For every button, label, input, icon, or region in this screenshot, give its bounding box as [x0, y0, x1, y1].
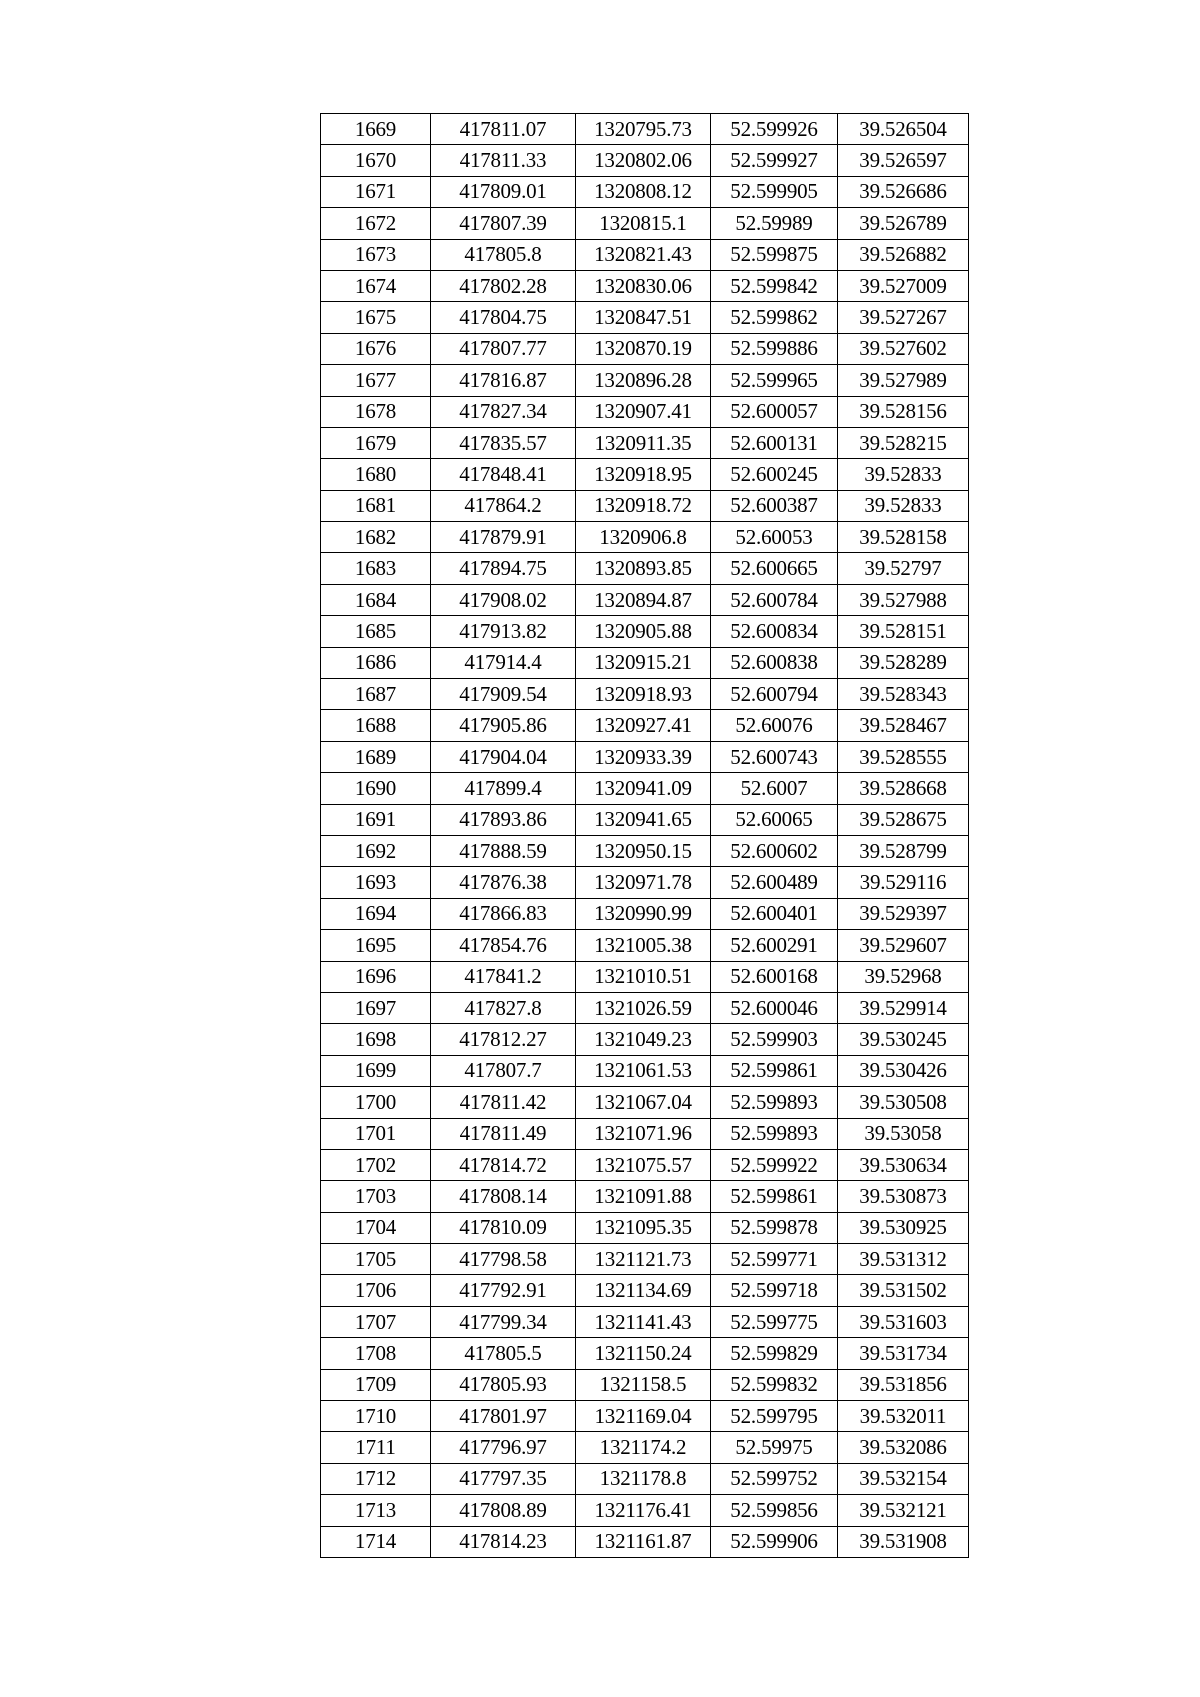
table-row	[321, 835, 969, 866]
longitude-cell: 39.532154	[838, 1463, 969, 1494]
longitude-cell: 39.52833	[838, 459, 969, 490]
point-number-cell: 1707	[321, 1306, 431, 1337]
y-coordinate-cell: 1321134.69	[576, 1275, 711, 1306]
longitude-cell: 39.527988	[838, 584, 969, 615]
x-coordinate-cell: 417866.83	[431, 898, 576, 929]
latitude-cell: 52.599832	[711, 1369, 838, 1400]
latitude-cell: 52.600602	[711, 835, 838, 866]
y-coordinate-cell: 1320941.09	[576, 773, 711, 804]
x-coordinate-cell: 417810.09	[431, 1212, 576, 1243]
point-number-cell: 1669	[321, 114, 431, 145]
table-row	[321, 647, 969, 678]
y-coordinate-cell: 1320918.72	[576, 490, 711, 521]
x-coordinate-cell: 417848.41	[431, 459, 576, 490]
point-number-cell: 1704	[321, 1212, 431, 1243]
table-row	[321, 1212, 969, 1243]
x-coordinate-cell: 417807.39	[431, 208, 576, 239]
point-number-cell: 1702	[321, 1149, 431, 1180]
table-row	[321, 1369, 969, 1400]
table-row	[321, 553, 969, 584]
x-coordinate-cell: 417802.28	[431, 270, 576, 301]
longitude-cell: 39.526504	[838, 114, 969, 145]
x-coordinate-cell: 417914.4	[431, 647, 576, 678]
latitude-cell: 52.599922	[711, 1149, 838, 1180]
y-coordinate-cell: 1321075.57	[576, 1149, 711, 1180]
x-coordinate-cell: 417811.33	[431, 145, 576, 176]
x-coordinate-cell: 417807.77	[431, 333, 576, 364]
table-row	[321, 490, 969, 521]
y-coordinate-cell: 1320893.85	[576, 553, 711, 584]
point-number-cell: 1706	[321, 1275, 431, 1306]
latitude-cell: 52.600401	[711, 898, 838, 929]
x-coordinate-cell: 417808.14	[431, 1181, 576, 1212]
y-coordinate-cell: 1321121.73	[576, 1244, 711, 1275]
latitude-cell: 52.599893	[711, 1087, 838, 1118]
y-coordinate-cell: 1320795.73	[576, 114, 711, 145]
point-number-cell: 1674	[321, 270, 431, 301]
x-coordinate-cell: 417804.75	[431, 302, 576, 333]
point-number-cell: 1697	[321, 992, 431, 1023]
point-number-cell: 1676	[321, 333, 431, 364]
longitude-cell: 39.529397	[838, 898, 969, 929]
point-number-cell: 1686	[321, 647, 431, 678]
table-row	[321, 1463, 969, 1494]
latitude-cell: 52.599965	[711, 365, 838, 396]
point-number-cell: 1678	[321, 396, 431, 427]
table-row	[321, 176, 969, 207]
x-coordinate-cell: 417864.2	[431, 490, 576, 521]
y-coordinate-cell: 1321067.04	[576, 1087, 711, 1118]
latitude-cell: 52.599718	[711, 1275, 838, 1306]
latitude-cell: 52.599878	[711, 1212, 838, 1243]
y-coordinate-cell: 1321161.87	[576, 1526, 711, 1557]
point-number-cell: 1695	[321, 930, 431, 961]
table-row	[321, 679, 969, 710]
longitude-cell: 39.527009	[838, 270, 969, 301]
x-coordinate-cell: 417876.38	[431, 867, 576, 898]
latitude-cell: 52.600784	[711, 584, 838, 615]
y-coordinate-cell: 1320815.1	[576, 208, 711, 239]
table-row	[321, 1024, 969, 1055]
latitude-cell: 52.600387	[711, 490, 838, 521]
latitude-cell: 52.599906	[711, 1526, 838, 1557]
longitude-cell: 39.530508	[838, 1087, 969, 1118]
y-coordinate-cell: 1320802.06	[576, 145, 711, 176]
x-coordinate-cell: 417835.57	[431, 427, 576, 458]
longitude-cell: 39.531603	[838, 1306, 969, 1337]
latitude-cell: 52.59989	[711, 208, 838, 239]
longitude-cell: 39.52968	[838, 961, 969, 992]
latitude-cell: 52.599829	[711, 1338, 838, 1369]
point-number-cell: 1689	[321, 741, 431, 772]
point-number-cell: 1685	[321, 616, 431, 647]
latitude-cell: 52.600057	[711, 396, 838, 427]
point-number-cell: 1699	[321, 1055, 431, 1086]
longitude-cell: 39.526789	[838, 208, 969, 239]
point-number-cell: 1692	[321, 835, 431, 866]
point-number-cell: 1682	[321, 522, 431, 553]
y-coordinate-cell: 1320896.28	[576, 365, 711, 396]
y-coordinate-cell: 1320906.8	[576, 522, 711, 553]
y-coordinate-cell: 1320927.41	[576, 710, 711, 741]
longitude-cell: 39.530925	[838, 1212, 969, 1243]
table-row	[321, 1338, 969, 1369]
longitude-cell: 39.528151	[838, 616, 969, 647]
latitude-cell: 52.599775	[711, 1306, 838, 1337]
y-coordinate-cell: 1320905.88	[576, 616, 711, 647]
point-number-cell: 1703	[321, 1181, 431, 1212]
latitude-cell: 52.60065	[711, 804, 838, 835]
point-number-cell: 1679	[321, 427, 431, 458]
y-coordinate-cell: 1320918.93	[576, 679, 711, 710]
longitude-cell: 39.531908	[838, 1526, 969, 1557]
table-row	[321, 1244, 969, 1275]
y-coordinate-cell: 1321174.2	[576, 1432, 711, 1463]
x-coordinate-cell: 417888.59	[431, 835, 576, 866]
latitude-cell: 52.600665	[711, 553, 838, 584]
y-coordinate-cell: 1320950.15	[576, 835, 711, 866]
longitude-cell: 39.529914	[838, 992, 969, 1023]
latitude-cell: 52.599875	[711, 239, 838, 270]
latitude-cell: 52.60076	[711, 710, 838, 741]
point-number-cell: 1683	[321, 553, 431, 584]
table-row	[321, 1181, 969, 1212]
point-number-cell: 1701	[321, 1118, 431, 1149]
x-coordinate-cell: 417905.86	[431, 710, 576, 741]
latitude-cell: 52.600291	[711, 930, 838, 961]
x-coordinate-cell: 417798.58	[431, 1244, 576, 1275]
y-coordinate-cell: 1320911.35	[576, 427, 711, 458]
table-row	[321, 1495, 969, 1526]
latitude-cell: 52.600046	[711, 992, 838, 1023]
y-coordinate-cell: 1321176.41	[576, 1495, 711, 1526]
x-coordinate-cell: 417792.91	[431, 1275, 576, 1306]
point-number-cell: 1713	[321, 1495, 431, 1526]
longitude-cell: 39.530634	[838, 1149, 969, 1180]
longitude-cell: 39.528675	[838, 804, 969, 835]
x-coordinate-cell: 417805.5	[431, 1338, 576, 1369]
table-row	[321, 1275, 969, 1306]
point-number-cell: 1709	[321, 1369, 431, 1400]
latitude-cell: 52.600245	[711, 459, 838, 490]
table-row	[321, 145, 969, 176]
y-coordinate-cell: 1320894.87	[576, 584, 711, 615]
x-coordinate-cell: 417805.8	[431, 239, 576, 270]
x-coordinate-cell: 417909.54	[431, 679, 576, 710]
longitude-cell: 39.526882	[838, 239, 969, 270]
y-coordinate-cell: 1321010.51	[576, 961, 711, 992]
table-row	[321, 867, 969, 898]
table-row	[321, 710, 969, 741]
point-number-cell: 1696	[321, 961, 431, 992]
table-row	[321, 773, 969, 804]
point-number-cell: 1687	[321, 679, 431, 710]
longitude-cell: 39.528289	[838, 647, 969, 678]
x-coordinate-cell: 417913.82	[431, 616, 576, 647]
y-coordinate-cell: 1320870.19	[576, 333, 711, 364]
latitude-cell: 52.599903	[711, 1024, 838, 1055]
table-row	[321, 270, 969, 301]
table-row	[321, 1306, 969, 1337]
x-coordinate-cell: 417814.23	[431, 1526, 576, 1557]
table-row	[321, 427, 969, 458]
longitude-cell: 39.532011	[838, 1401, 969, 1432]
y-coordinate-cell: 1321178.8	[576, 1463, 711, 1494]
y-coordinate-cell: 1320971.78	[576, 867, 711, 898]
x-coordinate-cell: 417841.2	[431, 961, 576, 992]
y-coordinate-cell: 1321091.88	[576, 1181, 711, 1212]
table-row	[321, 930, 969, 961]
latitude-cell: 52.599856	[711, 1495, 838, 1526]
longitude-cell: 39.530245	[838, 1024, 969, 1055]
x-coordinate-cell: 417797.35	[431, 1463, 576, 1494]
longitude-cell: 39.528215	[838, 427, 969, 458]
point-number-cell: 1700	[321, 1087, 431, 1118]
x-coordinate-cell: 417854.76	[431, 930, 576, 961]
x-coordinate-cell: 417879.91	[431, 522, 576, 553]
point-number-cell: 1673	[321, 239, 431, 270]
y-coordinate-cell: 1321141.43	[576, 1306, 711, 1337]
x-coordinate-cell: 417808.89	[431, 1495, 576, 1526]
table-row	[321, 302, 969, 333]
x-coordinate-cell: 417904.04	[431, 741, 576, 772]
latitude-cell: 52.599842	[711, 270, 838, 301]
latitude-cell: 52.600131	[711, 427, 838, 458]
point-number-cell: 1672	[321, 208, 431, 239]
x-coordinate-cell: 417827.8	[431, 992, 576, 1023]
table-row	[321, 961, 969, 992]
table-row	[321, 804, 969, 835]
longitude-cell: 39.528343	[838, 679, 969, 710]
longitude-cell: 39.532121	[838, 1495, 969, 1526]
table-row	[321, 992, 969, 1023]
y-coordinate-cell: 1321095.35	[576, 1212, 711, 1243]
point-number-cell: 1693	[321, 867, 431, 898]
longitude-cell: 39.530426	[838, 1055, 969, 1086]
table-row	[321, 616, 969, 647]
table-row	[321, 208, 969, 239]
latitude-cell: 52.600168	[711, 961, 838, 992]
latitude-cell: 52.600743	[711, 741, 838, 772]
point-number-cell: 1691	[321, 804, 431, 835]
latitude-cell: 52.599752	[711, 1463, 838, 1494]
x-coordinate-cell: 417809.01	[431, 176, 576, 207]
point-number-cell: 1675	[321, 302, 431, 333]
longitude-cell: 39.528156	[838, 396, 969, 427]
latitude-cell: 52.599771	[711, 1244, 838, 1275]
longitude-cell: 39.528158	[838, 522, 969, 553]
point-number-cell: 1670	[321, 145, 431, 176]
longitude-cell: 39.531856	[838, 1369, 969, 1400]
y-coordinate-cell: 1320941.65	[576, 804, 711, 835]
longitude-cell: 39.53058	[838, 1118, 969, 1149]
y-coordinate-cell: 1321150.24	[576, 1338, 711, 1369]
longitude-cell: 39.530873	[838, 1181, 969, 1212]
table-row	[321, 584, 969, 615]
point-number-cell: 1712	[321, 1463, 431, 1494]
longitude-cell: 39.526597	[838, 145, 969, 176]
point-number-cell: 1705	[321, 1244, 431, 1275]
table-row	[321, 1118, 969, 1149]
point-number-cell: 1714	[321, 1526, 431, 1557]
coordinates-table-body	[321, 114, 969, 1558]
y-coordinate-cell: 1320915.21	[576, 647, 711, 678]
longitude-cell: 39.527989	[838, 365, 969, 396]
table-row	[321, 898, 969, 929]
table-row	[321, 1055, 969, 1086]
y-coordinate-cell: 1320808.12	[576, 176, 711, 207]
point-number-cell: 1711	[321, 1432, 431, 1463]
x-coordinate-cell: 417894.75	[431, 553, 576, 584]
longitude-cell: 39.52833	[838, 490, 969, 521]
x-coordinate-cell: 417801.97	[431, 1401, 576, 1432]
latitude-cell: 52.599886	[711, 333, 838, 364]
point-number-cell: 1708	[321, 1338, 431, 1369]
longitude-cell: 39.532086	[838, 1432, 969, 1463]
longitude-cell: 39.531502	[838, 1275, 969, 1306]
y-coordinate-cell: 1320847.51	[576, 302, 711, 333]
latitude-cell: 52.599861	[711, 1055, 838, 1086]
table-row	[321, 459, 969, 490]
y-coordinate-cell: 1321169.04	[576, 1401, 711, 1432]
x-coordinate-cell: 417811.49	[431, 1118, 576, 1149]
point-number-cell: 1677	[321, 365, 431, 396]
longitude-cell: 39.531734	[838, 1338, 969, 1369]
table-row	[321, 333, 969, 364]
latitude-cell: 52.599862	[711, 302, 838, 333]
latitude-cell: 52.600834	[711, 616, 838, 647]
latitude-cell: 52.600794	[711, 679, 838, 710]
longitude-cell: 39.528555	[838, 741, 969, 772]
latitude-cell: 52.599926	[711, 114, 838, 145]
y-coordinate-cell: 1320830.06	[576, 270, 711, 301]
longitude-cell: 39.52797	[838, 553, 969, 584]
y-coordinate-cell: 1321071.96	[576, 1118, 711, 1149]
x-coordinate-cell: 417811.07	[431, 114, 576, 145]
table-row	[321, 1087, 969, 1118]
longitude-cell: 39.529116	[838, 867, 969, 898]
latitude-cell: 52.599861	[711, 1181, 838, 1212]
point-number-cell: 1710	[321, 1401, 431, 1432]
x-coordinate-cell: 417816.87	[431, 365, 576, 396]
table-row	[321, 1526, 969, 1557]
x-coordinate-cell: 417827.34	[431, 396, 576, 427]
latitude-cell: 52.599893	[711, 1118, 838, 1149]
longitude-cell: 39.528668	[838, 773, 969, 804]
table-row	[321, 1432, 969, 1463]
longitude-cell: 39.527602	[838, 333, 969, 364]
x-coordinate-cell: 417807.7	[431, 1055, 576, 1086]
longitude-cell: 39.528467	[838, 710, 969, 741]
y-coordinate-cell: 1320990.99	[576, 898, 711, 929]
latitude-cell: 52.600838	[711, 647, 838, 678]
latitude-cell: 52.599927	[711, 145, 838, 176]
point-number-cell: 1681	[321, 490, 431, 521]
x-coordinate-cell: 417796.97	[431, 1432, 576, 1463]
longitude-cell: 39.529607	[838, 930, 969, 961]
x-coordinate-cell: 417899.4	[431, 773, 576, 804]
point-number-cell: 1671	[321, 176, 431, 207]
y-coordinate-cell: 1321049.23	[576, 1024, 711, 1055]
point-number-cell: 1690	[321, 773, 431, 804]
latitude-cell: 52.599795	[711, 1401, 838, 1432]
table-row	[321, 239, 969, 270]
point-number-cell: 1698	[321, 1024, 431, 1055]
x-coordinate-cell: 417799.34	[431, 1306, 576, 1337]
x-coordinate-cell: 417893.86	[431, 804, 576, 835]
point-number-cell: 1694	[321, 898, 431, 929]
y-coordinate-cell: 1320918.95	[576, 459, 711, 490]
x-coordinate-cell: 417908.02	[431, 584, 576, 615]
latitude-cell: 52.59975	[711, 1432, 838, 1463]
table-row	[321, 1149, 969, 1180]
latitude-cell: 52.60053	[711, 522, 838, 553]
longitude-cell: 39.528799	[838, 835, 969, 866]
x-coordinate-cell: 417814.72	[431, 1149, 576, 1180]
y-coordinate-cell: 1321005.38	[576, 930, 711, 961]
table-row	[321, 365, 969, 396]
table-row	[321, 396, 969, 427]
x-coordinate-cell: 417805.93	[431, 1369, 576, 1400]
latitude-cell: 52.599905	[711, 176, 838, 207]
table-row	[321, 522, 969, 553]
x-coordinate-cell: 417812.27	[431, 1024, 576, 1055]
y-coordinate-cell: 1321061.53	[576, 1055, 711, 1086]
longitude-cell: 39.531312	[838, 1244, 969, 1275]
y-coordinate-cell: 1320907.41	[576, 396, 711, 427]
table-row	[321, 741, 969, 772]
x-coordinate-cell: 417811.42	[431, 1087, 576, 1118]
longitude-cell: 39.526686	[838, 176, 969, 207]
longitude-cell: 39.527267	[838, 302, 969, 333]
coordinates-table	[320, 113, 969, 1558]
latitude-cell: 52.6007	[711, 773, 838, 804]
point-number-cell: 1680	[321, 459, 431, 490]
point-number-cell: 1688	[321, 710, 431, 741]
table-row	[321, 1401, 969, 1432]
y-coordinate-cell: 1320821.43	[576, 239, 711, 270]
y-coordinate-cell: 1321158.5	[576, 1369, 711, 1400]
y-coordinate-cell: 1320933.39	[576, 741, 711, 772]
latitude-cell: 52.600489	[711, 867, 838, 898]
table-row	[321, 114, 969, 145]
point-number-cell: 1684	[321, 584, 431, 615]
y-coordinate-cell: 1321026.59	[576, 992, 711, 1023]
